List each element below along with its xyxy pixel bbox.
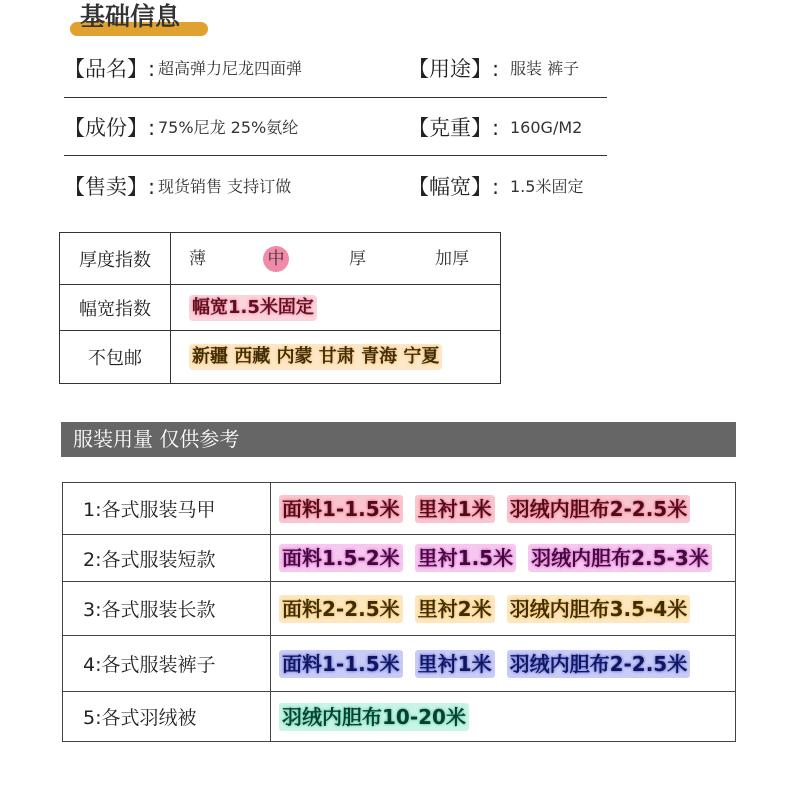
usage-table <box>62 482 736 742</box>
usage-row-label: 1:各式服装马甲 <box>63 483 271 535</box>
usage-row-values <box>271 692 736 742</box>
usage-banner-text: 服装用量 仅供参考 <box>73 427 240 451</box>
info-row-1 <box>64 40 607 98</box>
exclude-regions: 新疆 西藏 内蒙 甘肃 青海 宁夏 <box>189 344 442 370</box>
usage-chip: 里衬1米 <box>415 650 495 678</box>
thickness-scale <box>171 233 501 285</box>
usage-chip: 面料2-2.5米 <box>279 595 403 623</box>
index-table <box>59 232 501 384</box>
width-index-value: 幅宽1.5米固定 <box>189 295 317 321</box>
usage-row <box>63 692 736 742</box>
weight-label: 【克重】: <box>408 116 500 140</box>
exclude-row <box>60 331 501 384</box>
width-label: 【幅宽】: <box>408 175 500 199</box>
exclude-cell <box>171 331 501 384</box>
width-index-label: 幅宽指数 <box>60 285 171 331</box>
usage-banner <box>61 422 736 457</box>
usage-row-label: 3:各式服装长款 <box>63 582 271 636</box>
width-index-row <box>60 285 501 331</box>
usage-chip: 羽绒内胆布2.5-3米 <box>528 544 712 572</box>
usage-chip: 里衬1.5米 <box>415 544 516 572</box>
usage-chip: 面料1-1.5米 <box>279 495 403 523</box>
usage-row-values <box>271 535 736 582</box>
usage-label: 【用途】: <box>408 57 500 81</box>
usage-row <box>63 535 736 582</box>
usage-row-values <box>271 483 736 535</box>
thickness-label: 厚度指数 <box>60 233 171 285</box>
composition-value: 75%尼龙 25%氨纶 <box>158 118 299 137</box>
usage-row-label: 5:各式羽绒被 <box>63 692 271 742</box>
usage-chip: 里衬1米 <box>415 495 495 523</box>
info-row-3 <box>64 157 607 214</box>
weight-value: 160G/M2 <box>510 118 583 137</box>
width-index-cell <box>171 285 501 331</box>
exclude-label: 不包邮 <box>60 331 171 384</box>
width-value: 1.5米固定 <box>510 177 584 196</box>
usage-chip: 羽绒内胆布2-2.5米 <box>507 495 691 523</box>
composition-label: 【成份】: <box>64 116 156 140</box>
usage-value: 服装 裤子 <box>510 59 580 78</box>
usage-row-values <box>271 582 736 636</box>
sale-value: 现货销售 支持订做 <box>158 177 292 196</box>
usage-chip: 里衬2米 <box>415 595 495 623</box>
thickness-option-extra-thick: 加厚 <box>435 249 469 269</box>
usage-chip: 面料1.5-2米 <box>279 544 403 572</box>
usage-row <box>63 582 736 636</box>
name-label: 【品名】: <box>64 57 156 81</box>
usage-row-label: 4:各式服装裤子 <box>63 636 271 692</box>
name-value: 超高弹力尼龙四面弹 <box>158 59 303 78</box>
thickness-row <box>60 233 501 285</box>
usage-row-values <box>271 636 736 692</box>
usage-row <box>63 483 736 535</box>
info-row-2 <box>64 98 607 156</box>
usage-chip: 羽绒内胆布2-2.5米 <box>507 650 691 678</box>
thickness-option-medium-selected: 中 <box>263 246 289 272</box>
thickness-option-thin: 薄 <box>189 249 206 269</box>
thickness-option-thick: 厚 <box>349 249 366 269</box>
usage-row <box>63 636 736 692</box>
usage-chip: 羽绒内胆布3.5-4米 <box>507 595 691 623</box>
usage-chip: 羽绒内胆布10-20米 <box>279 703 469 731</box>
sale-label: 【售卖】: <box>64 175 156 199</box>
usage-row-label: 2:各式服装短款 <box>63 535 271 582</box>
section-title-text: 基础信息 <box>80 2 181 31</box>
usage-chip: 面料1-1.5米 <box>279 650 403 678</box>
